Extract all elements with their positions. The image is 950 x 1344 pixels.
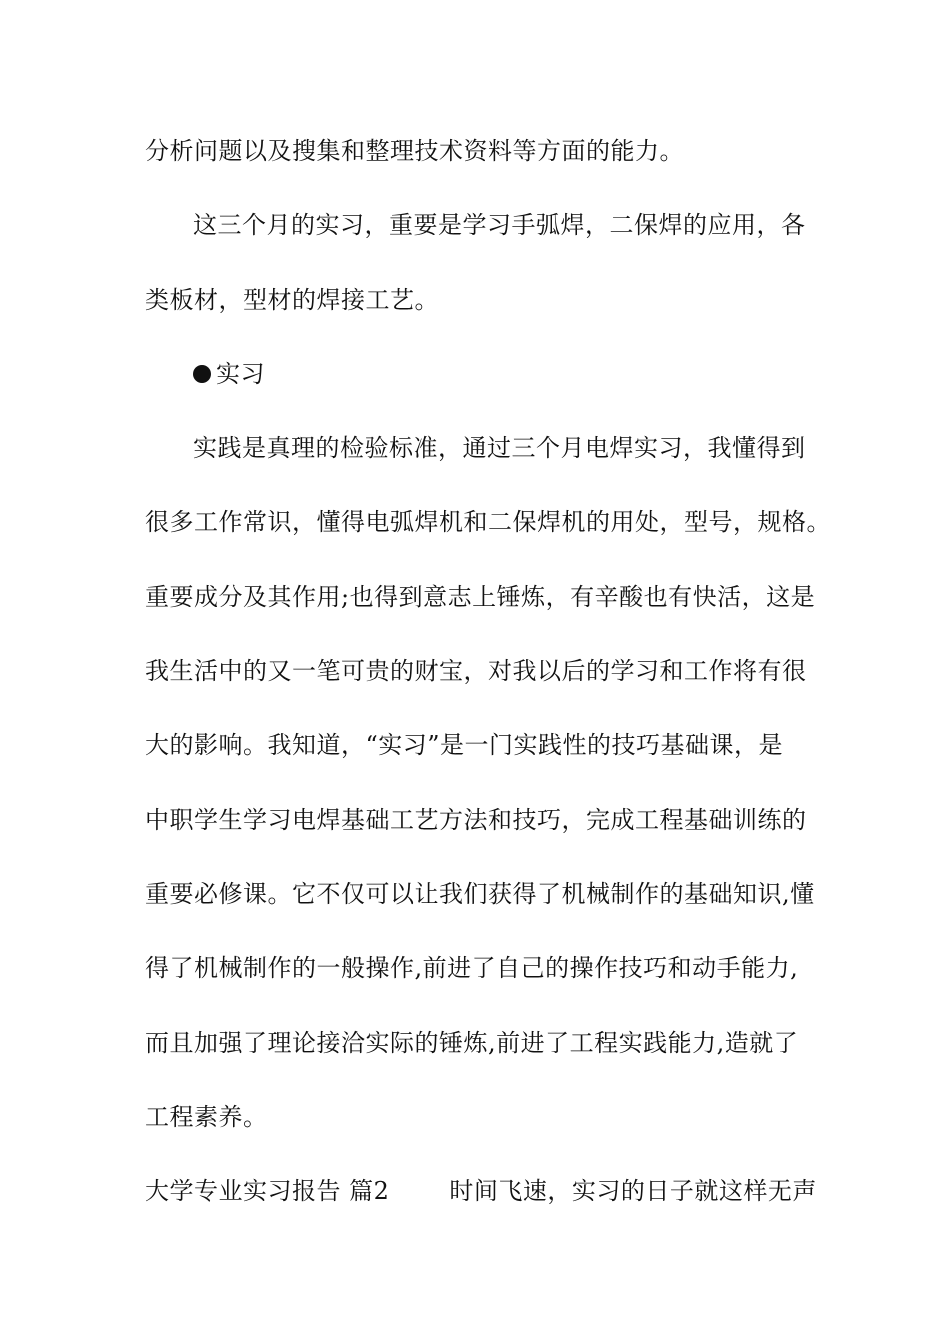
paragraph-line: 重要成分及其作用;也得到意志上锤炼，有辛酸也有快活，这是 (145, 583, 816, 611)
section-heading (193, 359, 873, 389)
bullet-icon (193, 365, 211, 383)
report-title: 大学专业实习报告 篇2 (145, 1177, 390, 1205)
paragraph-line: 类板材，型材的焊接工艺。 (145, 286, 439, 314)
paragraph-line: 重要必修课。它不仅可以让我们获得了机械制作的基础知识,懂 (145, 880, 815, 908)
report-section-title (145, 1176, 825, 1206)
report-continuation: 时间飞速，实习的日子就这样无声 (449, 1177, 817, 1205)
paragraph-line: 很多工作常识，懂得电弧焊机和二保焊机的用处，型号，规格。 (145, 508, 831, 536)
section-heading-label: 实习 (216, 360, 265, 388)
paragraph-line: 分析问题以及搜集和整理技术资料等方面的能力。 (145, 137, 684, 165)
paragraph-line: 中职学生学习电焊基础工艺方法和技巧，完成工程基础训练的 (145, 806, 807, 834)
paragraph-line: 我生活中的又一笔可贵的财宝，对我以后的学习和工作将有很 (145, 657, 807, 685)
paragraph-line: 工程素养。 (145, 1103, 268, 1131)
paragraph-line: 得了机械制作的一般操作,前进了自己的操作技巧和动手能力, (145, 954, 799, 982)
paragraph-line: 大的影响。我知道，“实习”是一门实践性的技巧基础课，是 (145, 731, 784, 759)
paragraph-line: 而且加强了理论接洽实际的锤炼,前进了工程实践能力,造就了 (145, 1029, 799, 1057)
paragraph-line: 这三个月的实习，重要是学习手弧焊，二保焊的应用，各 (193, 211, 806, 239)
paragraph-line: 实践是真理的检验标准，通过三个月电焊实习，我懂得到 (193, 434, 806, 462)
